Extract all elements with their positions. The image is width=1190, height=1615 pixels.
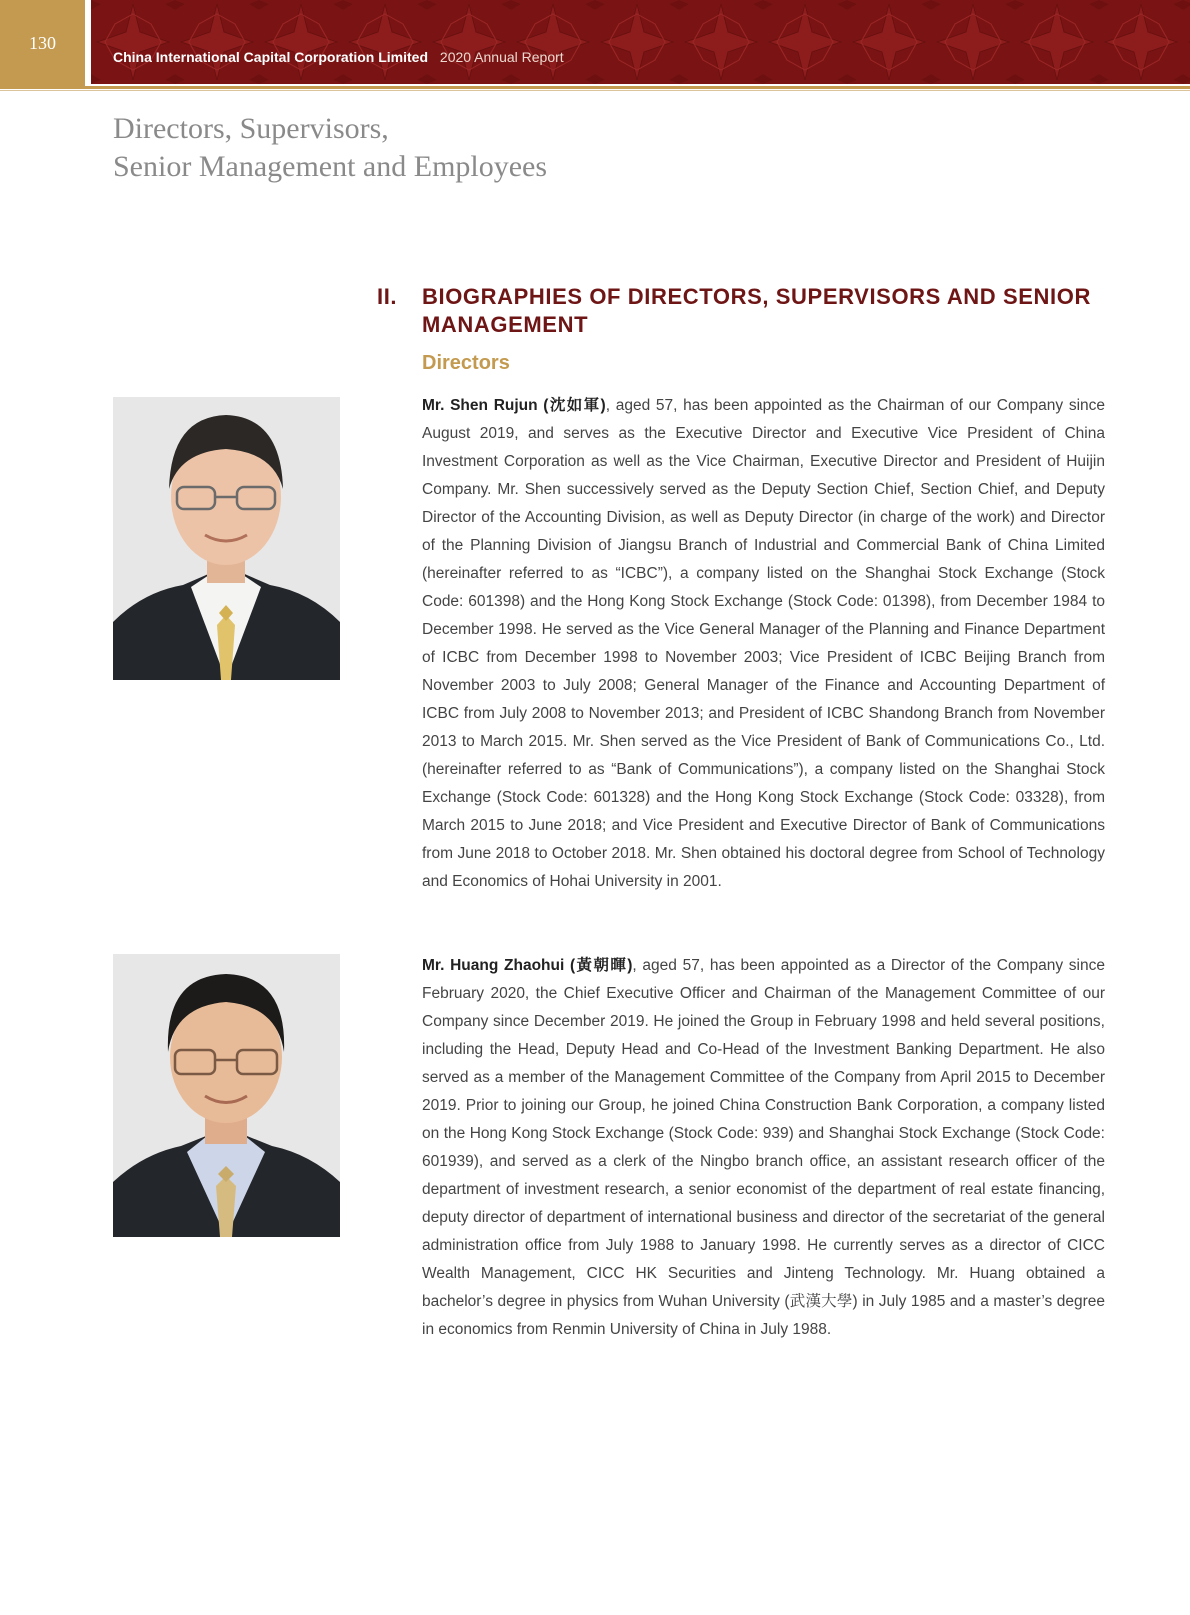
bio-name: Mr. Huang Zhaohui (黃朝暉) — [422, 957, 633, 974]
header-banner — [91, 0, 1190, 84]
report-name: 2020 Annual Report — [439, 49, 564, 65]
portrait-shen-rujun — [113, 397, 340, 680]
bio-huang-zhaohui — [422, 952, 1105, 1344]
section-title-line2: Senior Management and Employees — [113, 150, 548, 183]
bio-shen-rujun — [422, 392, 1105, 896]
section-title — [113, 110, 813, 186]
header-separator — [86, 0, 89, 86]
page-header — [0, 0, 1190, 92]
header-rule-thin — [0, 90, 1190, 91]
banner-pattern — [91, 0, 1190, 84]
heading-text: BIOGRAPHIES OF DIRECTORS, SUPERVISORS AND SENIOR MANAGEMENT — [422, 284, 1091, 337]
header-rule — [0, 86, 1190, 89]
portrait-image — [113, 954, 340, 1237]
page-number: 130 — [0, 0, 85, 86]
subheading-directors: Directors — [422, 352, 510, 374]
header-title — [113, 49, 564, 65]
heading-number: II. — [377, 284, 398, 309]
portrait-image — [113, 397, 340, 680]
chapter-heading — [377, 283, 1105, 339]
portrait-huang-zhaohui — [113, 954, 340, 1237]
bio-name: Mr. Shen Rujun (沈如軍) — [422, 397, 606, 414]
section-title-line1: Directors, Supervisors, — [113, 112, 389, 145]
company-name: China International Capital Corporation Limited — [113, 49, 429, 65]
bio-text: , aged 57, has been appointed as a Director of the Company since February 2020, the Chief Executive Officer and Chairman of the Management Committee of our Company since December 2019. He joined the Group in February 1998 and held several positions, including the Head, Deputy Head and Co-Head of the Investment Banking Department. He also served as a member of the Management Committee of the Company from April 2015 to December 2019. Prior to joining our Group, he joined China Construction Bank Corporation, a company listed on the Hong Kong Stock Exchange (Stock Code: 939) and Shanghai Stock Exchange (Stock Code: 601939), and served as a clerk of the Ningbo branch office, an assistant research officer of the department of investment research, a senior economist of the department of real estate financing, deputy director of department of international business and director of the secretariat of the general administration office from July 1988 to January 1998. He currently serves as a director of CICC Wealth Management, CICC HK Securities and Jinteng Technology. Mr. Huang obtained a bachelor’s degree in physics from Wuhan University (武漢大學) in July 1985 and a master’s degree in economics from Renmin University of China in July 1988. — [422, 957, 1105, 1338]
bio-text: , aged 57, has been appointed as the Chairman of our Company since August 2019, and serves as the Executive Director and Executive Vice President of China Investment Corporation as well as the Vice Chairman, Executive Director and President of Huijin Company. Mr. Shen successively served as the Deputy Section Chief, Section Chief, and Deputy Director of the Accounting Division, as well as Deputy Director (in charge of the work) and Director of the Planning Division of Jiangsu Branch of Industrial and Commercial Bank of China Limited (hereinafter referred to as “ICBC”), a company listed on the Shanghai Stock Exchange (Stock Code: 601398) and the Hong Kong Stock Exchange (Stock Code: 01398), from December 1984 to December 1998. He served as the Vice General Manager of the Planning and Finance Department of ICBC from December 1998 to November 2003; Vice President of ICBC Beijing Branch from November 2003 to July 2008; General Manager of the Finance and Accounting Department of ICBC from July 2008 to November 2013; and President of ICBC Shandong Branch from November 2013 to March 2015. Mr. Shen served as the Vice President of Bank of Communications Co., Ltd. (hereinafter referred to as “Bank of Communications”), a company listed on the Shanghai Stock Exchange (Stock Code: 601328) and the Hong Kong Stock Exchange (Stock Code: 03328), from March 2015 to June 2018; and Vice President and Executive Director of Bank of Communications from June 2018 to October 2018. Mr. Shen obtained his doctoral degree from School of Technology and Economics of Hohai University in 2001. — [422, 397, 1106, 890]
